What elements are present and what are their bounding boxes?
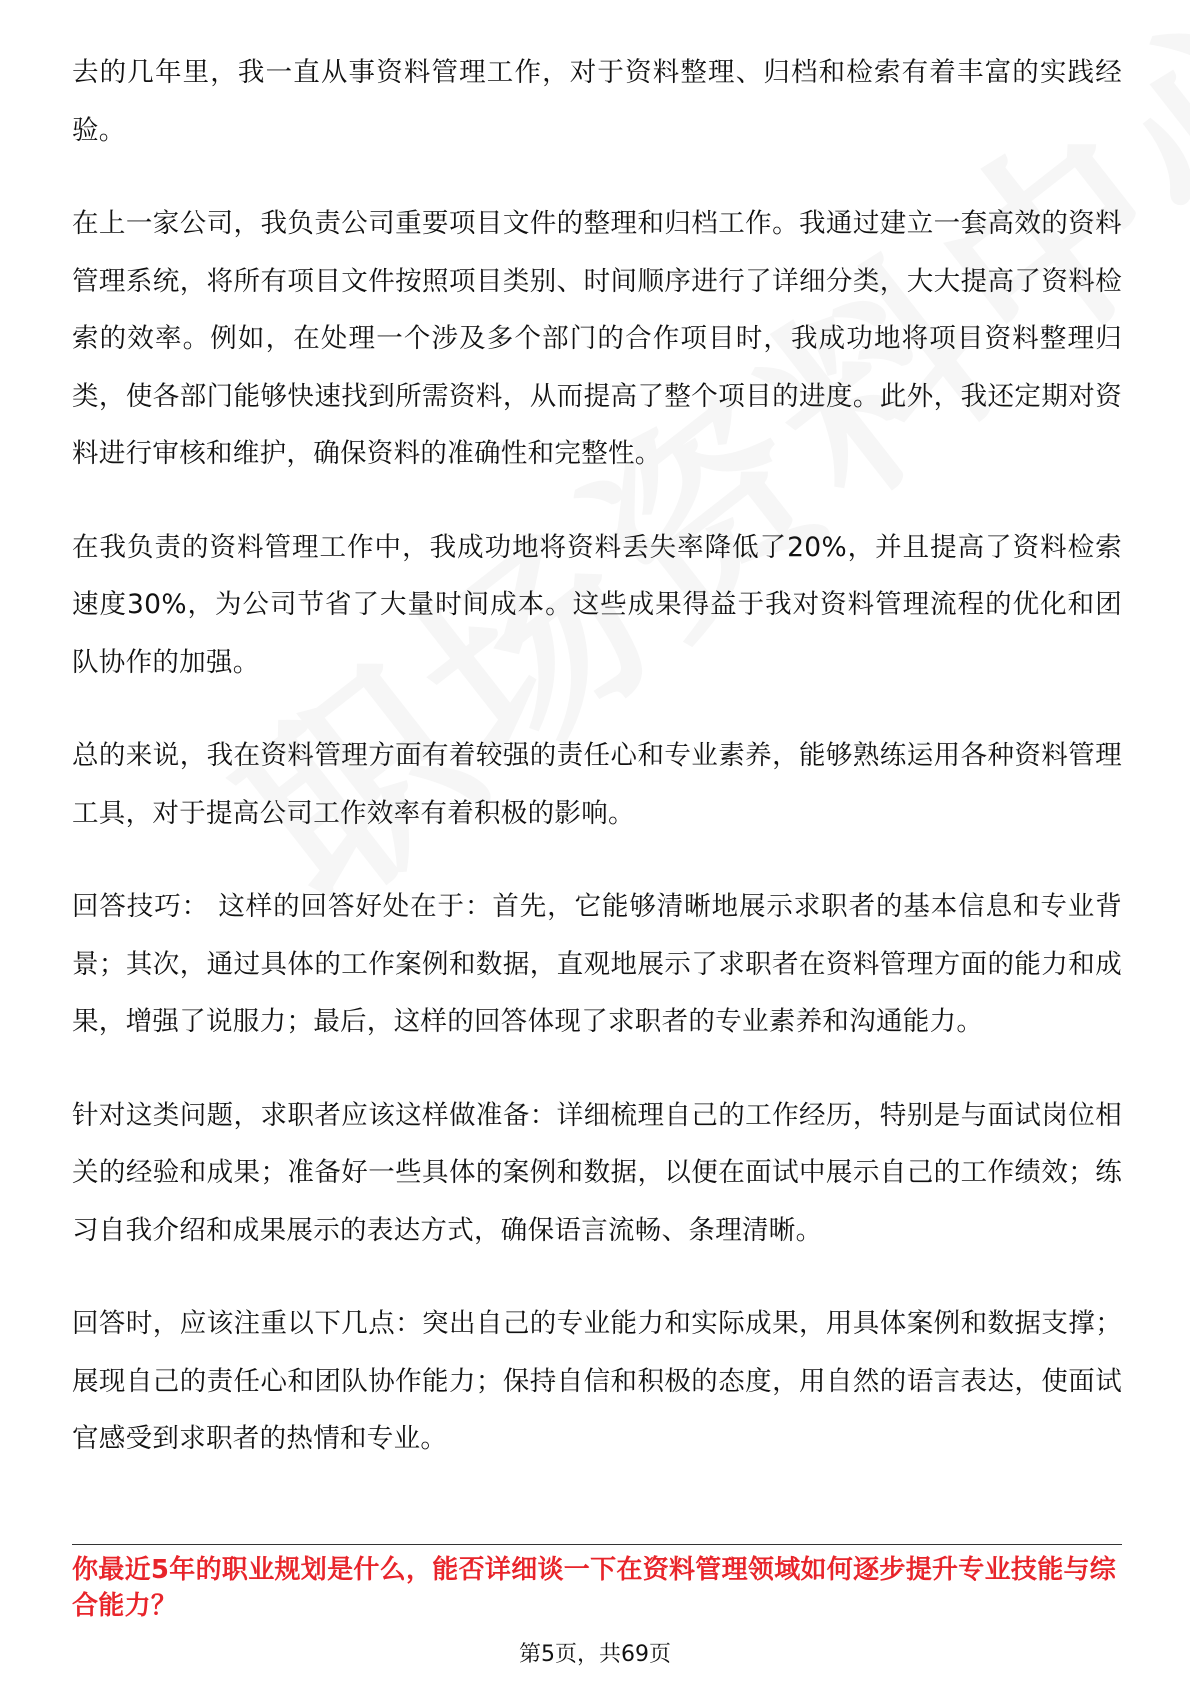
paragraph-answer-focus: 回答时，应该注重以下几点：突出自己的专业能力和实际成果，用具体案例和数据支撑；展现自己的责任心和团队协作能力；保持自信和积极的态度，用自然的语言表达，使面试官感受到求职者的热情和专业。 xyxy=(72,1308,1122,1454)
paragraph-achievements: 在我负责的资料管理工作中，我成功地将资料丢失率降低了20%，并且提高了资料检索速度30%，为公司节省了大量时间成本。这些成果得益于我对资料管理流程的优化和团队协作的加强。 xyxy=(72,531,1122,678)
paragraph-previous-company: 在上一家公司，我负责公司重要项目文件的整理和归档工作。我通过建立一套高效的资料管理系统，将所有项目文件按照项目类别、时间顺序进行了详细分类，大大提高了资料检索的效率。例如，在处理一个涉及多个部门的合作项目时，我成功地将项目资料整理归类，使各部门能够快速找到所需资料，从而提高了整个项目的进度。此外，我还定期对资料进行审核和维护，确保资料的准确性和完整性。 xyxy=(72,208,1122,469)
page-number: 第5页，共69页 xyxy=(519,1642,671,1667)
next-question-heading: 你最近5年的职业规划是什么，能否详细谈一下在资料管理领域如何逐步提升专业技能与综合能力？ xyxy=(72,1555,1117,1621)
paragraph-preparation: 针对这类问题，求职者应该这样做准备：详细梳理自己的工作经历，特别是与面试岗位相关的经验和成果；准备好一些具体的案例和数据，以便在面试中展示自己的工作绩效；练习自我介绍和成果展示的表达方式，确保语言流畅、条理清晰。 xyxy=(72,1099,1122,1246)
paragraph-answer-tips: 回答技巧： 这样的回答好处在于：首先，它能够清晰地展示求职者的基本信息和专业背景；其次，通过具体的工作案例和数据，直观地展示了求职者在资料管理方面的能力和成果，增强了说服力；最后，这样的回答体现了求职者的专业素养和沟通能力。 xyxy=(72,891,1122,1037)
section-divider xyxy=(72,1544,1122,1545)
document-body xyxy=(72,44,1122,1504)
paragraph-summary: 总的来说，我在资料管理方面有着较强的责任心和专业素养，能够熟练运用各种资料管理工具，对于提高公司工作效率有着积极的影响。 xyxy=(72,740,1122,829)
paragraph-experience-intro: 去的几年里，我一直从事资料管理工作，对于资料整理、归档和检索有着丰富的实践经验。 xyxy=(72,57,1122,146)
